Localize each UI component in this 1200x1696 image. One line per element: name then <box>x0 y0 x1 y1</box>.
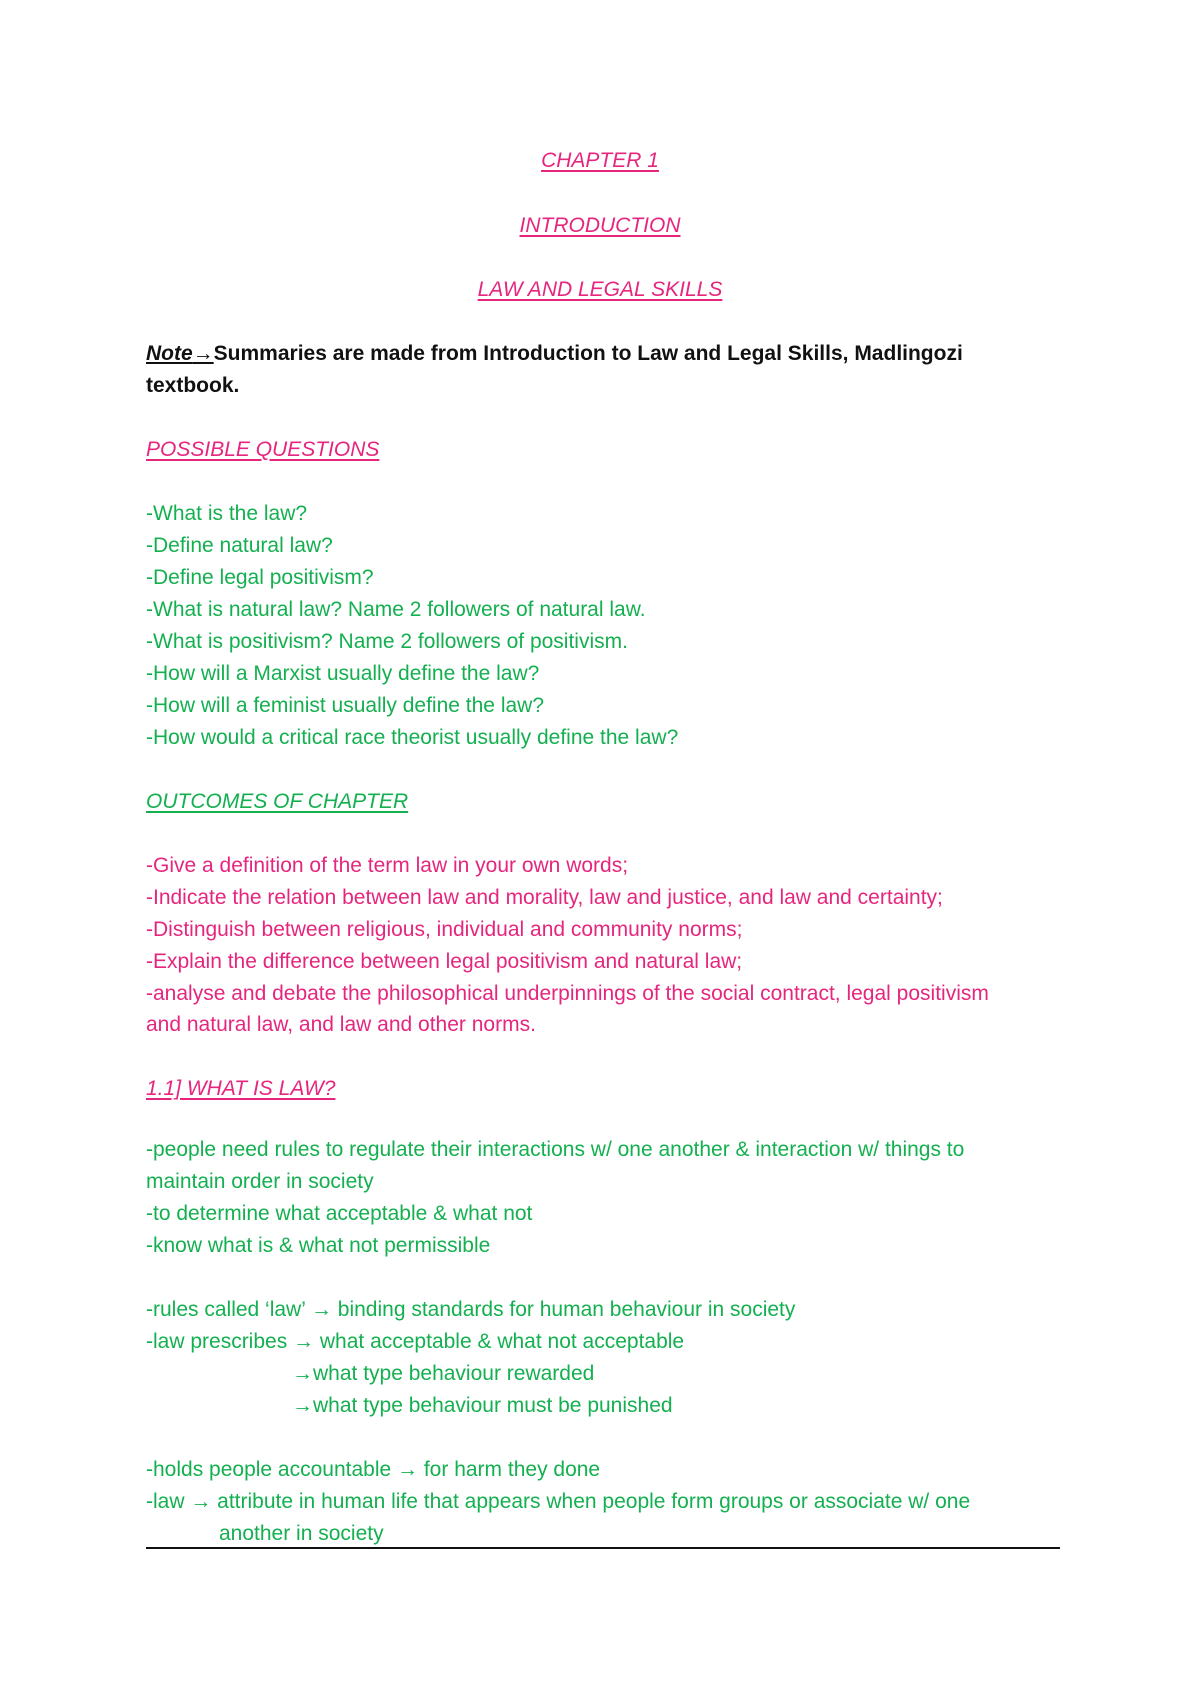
note-text: Summaries are made from Introduction to Law and Legal Skills, Madlingozi <box>213 342 963 365</box>
question-item: -How will a feminist usually define the law? <box>146 694 545 717</box>
question-item: -Define natural law? <box>146 534 333 557</box>
question-item: -What is the law? <box>146 502 308 525</box>
question-item: -Define legal positivism? <box>146 566 374 589</box>
law-line: -law → attribute in human life that appears when people form groups or associate w/ one <box>146 1490 971 1513</box>
what-is-law-heading: 1.1] WHAT IS LAW? <box>146 1077 336 1100</box>
question-item: -What is natural law? Name 2 followers of natural law. <box>146 598 646 621</box>
question-item: -What is positivism? Name 2 followers of positivism. <box>146 630 628 653</box>
law-line: -to determine what acceptable & what not <box>146 1202 533 1225</box>
outcome-item: and natural law, and law and other norms. <box>146 1013 536 1036</box>
law-line: →what type behaviour rewarded <box>292 1362 595 1385</box>
horizontal-rule <box>146 1547 1060 1549</box>
note-line-2: textbook. <box>146 374 240 397</box>
outcome-item: -Distinguish between religious, individual and community norms; <box>146 918 743 941</box>
outcome-item: -analyse and debate the philosophical underpinnings of the social contract, legal positivism <box>146 982 989 1005</box>
subject-title: LAW AND LEGAL SKILLS <box>477 278 723 301</box>
question-item: -How will a Marxist usually define the law? <box>146 662 540 685</box>
law-line: -holds people accountable → for harm they done <box>146 1458 601 1481</box>
possible-questions-heading: POSSIBLE QUESTIONS <box>146 438 380 461</box>
law-line: -know what is & what not permissible <box>146 1234 491 1257</box>
law-line: →what type behaviour must be punished <box>292 1394 673 1417</box>
law-line: -people need rules to regulate their interactions w/ one another & interaction w/ things to <box>146 1138 965 1161</box>
section-title: INTRODUCTION <box>519 214 681 237</box>
outcome-item: -Explain the difference between legal positivism and natural law; <box>146 950 743 973</box>
outcome-item: -Give a definition of the term law in your own words; <box>146 854 629 877</box>
law-line: another in society <box>219 1522 384 1545</box>
arrow-icon: → <box>192 342 214 365</box>
note-line-1 <box>146 339 963 369</box>
law-line: -rules called ‘law’ → binding standards for human behaviour in society <box>146 1298 796 1321</box>
outcome-item: -Indicate the relation between law and morality, law and justice, and law and certainty; <box>146 886 943 909</box>
question-item: -How would a critical race theorist usually define the law? <box>146 726 679 749</box>
note-label: Note <box>146 342 193 365</box>
law-line: maintain order in society <box>146 1170 374 1193</box>
chapter-title: CHAPTER 1 <box>541 149 659 172</box>
outcomes-heading: OUTCOMES OF CHAPTER <box>146 790 409 813</box>
law-line: -law prescribes → what acceptable & what not acceptable <box>146 1330 685 1353</box>
